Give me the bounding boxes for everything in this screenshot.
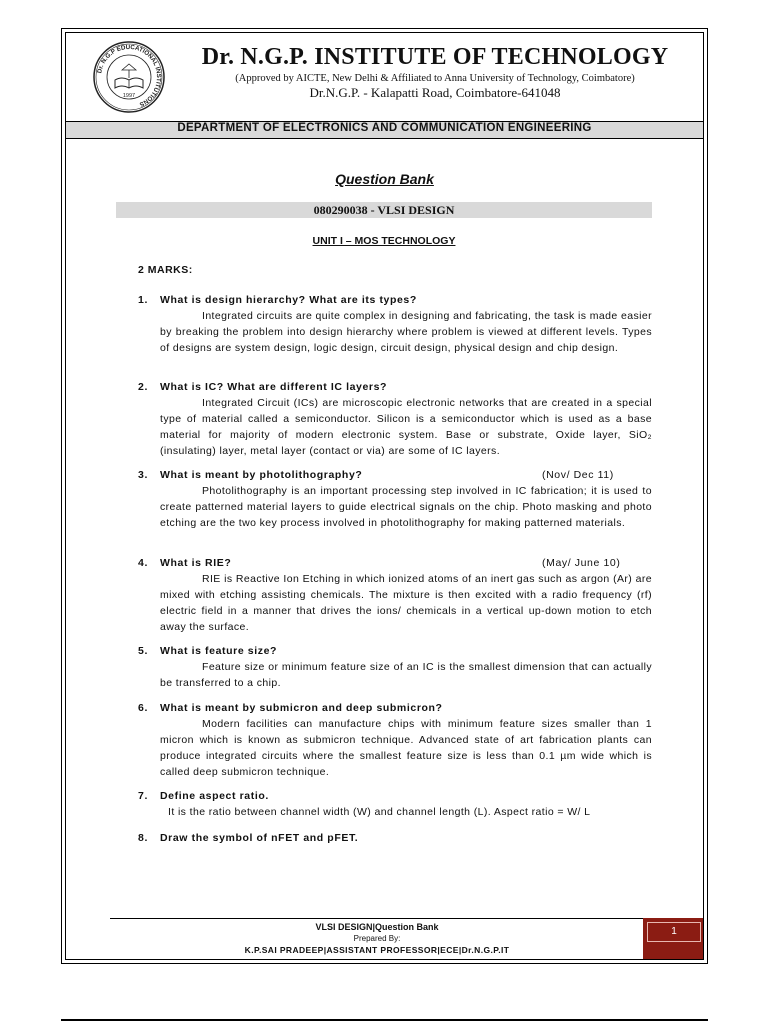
answer-text: Integrated Circuit (ICs) are microscopic electronic networks that are created in a special type of material called a semiconductor. Silicon is a semiconductor which is used as a base material for majority of modern electronic system. Base or substrate, Oxide layer, SiO₂ (insulating) layer, metal layer (contact or via) are some of IC layers. [160, 397, 652, 457]
question-item-3 [138, 467, 652, 531]
unit-title: UNIT I – MOS TECHNOLOGY [312, 235, 456, 247]
question-number: 8. [138, 832, 148, 844]
footer-author: K.P.SAI PRADEEP|ASSISTANT PROFESSOR|ECE|Dr.N.G.P.IT [244, 945, 510, 955]
institute-approval: (Approved by AICTE, New Delhi & Affiliated to Anna University of Technology, Coimbatore) [235, 73, 635, 84]
answer-text: Integrated circuits are quite complex in designing and fabricating, the task is made easier by breaking the problem into design hierarchy where problem is viewed at different levels. Types of designs are system design, logic design, circuit design, physical design and chip design. [160, 310, 652, 354]
footer-prepared-by: Prepared By: [353, 934, 401, 943]
page-number: 1 [647, 922, 701, 942]
question-item-8 [138, 830, 652, 846]
footer-divider [110, 918, 644, 919]
question-item-4 [138, 555, 652, 635]
question-item-5 [138, 643, 652, 691]
answer-text: Feature size or minimum feature size of an IC is the smallest dimension that can actually be transferred to a chip. [160, 661, 652, 689]
question-text: What is meant by photolithography? [160, 469, 363, 481]
answer-text: Modern facilities can manufacture chips with minimum feature sizes smaller than 1 micron which is known as submicron technique. Advanced state of art fabrication plants can produce integrated circuits where the smallest feature size is less than 0.1 µm wide which is called deep submicron technique. [160, 718, 652, 778]
question-number: 3. [138, 469, 148, 481]
question-number: 6. [138, 702, 148, 714]
course-title: 080290038 - VLSI DESIGN [313, 203, 455, 217]
institution-logo-seal [92, 40, 166, 114]
question-number: 2. [138, 381, 148, 393]
question-item-2 [138, 379, 652, 459]
logo-year: 1997 [122, 93, 136, 99]
logo-ring-text: Dr. N.G.P EDUCATIONAL INSTITUTIONS [96, 43, 163, 108]
question-item-1 [138, 292, 652, 356]
question-text: What is meant by submicron and deep submicron? [160, 702, 443, 714]
page-number-box [643, 918, 703, 959]
question-text: What is RIE? [160, 557, 232, 569]
institute-name: Dr. N.G.P. INSTITUTE OF TECHNOLOGY [201, 44, 669, 70]
question-text: What is IC? What are different IC layers? [160, 381, 388, 393]
document-title: Question Bank [335, 171, 434, 187]
question-text: What is design hierarchy? What are its types? [160, 294, 417, 306]
next-page-edge [61, 1019, 708, 1021]
department-name: DEPARTMENT OF ELECTRONICS AND COMMUNICATION ENGINEERING [177, 122, 592, 134]
exam-reference: (Nov/ Dec 11) [542, 469, 614, 481]
question-number: 1. [138, 294, 148, 306]
question-text: Draw the symbol of nFET and pFET. [160, 832, 359, 844]
answer-text: Photolithography is an important processing step involved in IC fabrication; it is used to create patterned material layers to guide electrical signals on the chip. Photo masking and photo etching are the two key process involved in photolithography for making patterned materials. [160, 485, 652, 529]
question-item-7 [138, 788, 652, 820]
answer-text: RIE is Reactive Ion Etching in which ionized atoms of an inert gas such as argon (Ar) are mixed with etching assisting chemicals. The mixture is then excited with a radio frequency (rf) electric field in a manner that drives the ions/ chemicals in a vertical up-down motion to etch away the surface. [160, 573, 652, 633]
question-number: 5. [138, 645, 148, 657]
question-text: What is feature size? [160, 645, 278, 657]
section-heading: 2 MARKS: [138, 264, 193, 276]
question-text: Define aspect ratio. [160, 790, 269, 802]
footer-course: VLSI DESIGN|Question Bank [315, 922, 439, 932]
question-item-6 [138, 700, 652, 780]
answer-text: It is the ratio between channel width (W) and channel length (L). Aspect ratio = W/ L [168, 806, 591, 818]
exam-reference: (May/ June 10) [542, 557, 621, 569]
open-book-seal-icon [115, 64, 143, 88]
institute-address: Dr.N.G.P. - Kalapatti Road, Coimbatore-641048 [309, 85, 561, 100]
question-number: 4. [138, 557, 148, 569]
question-number: 7. [138, 790, 148, 802]
